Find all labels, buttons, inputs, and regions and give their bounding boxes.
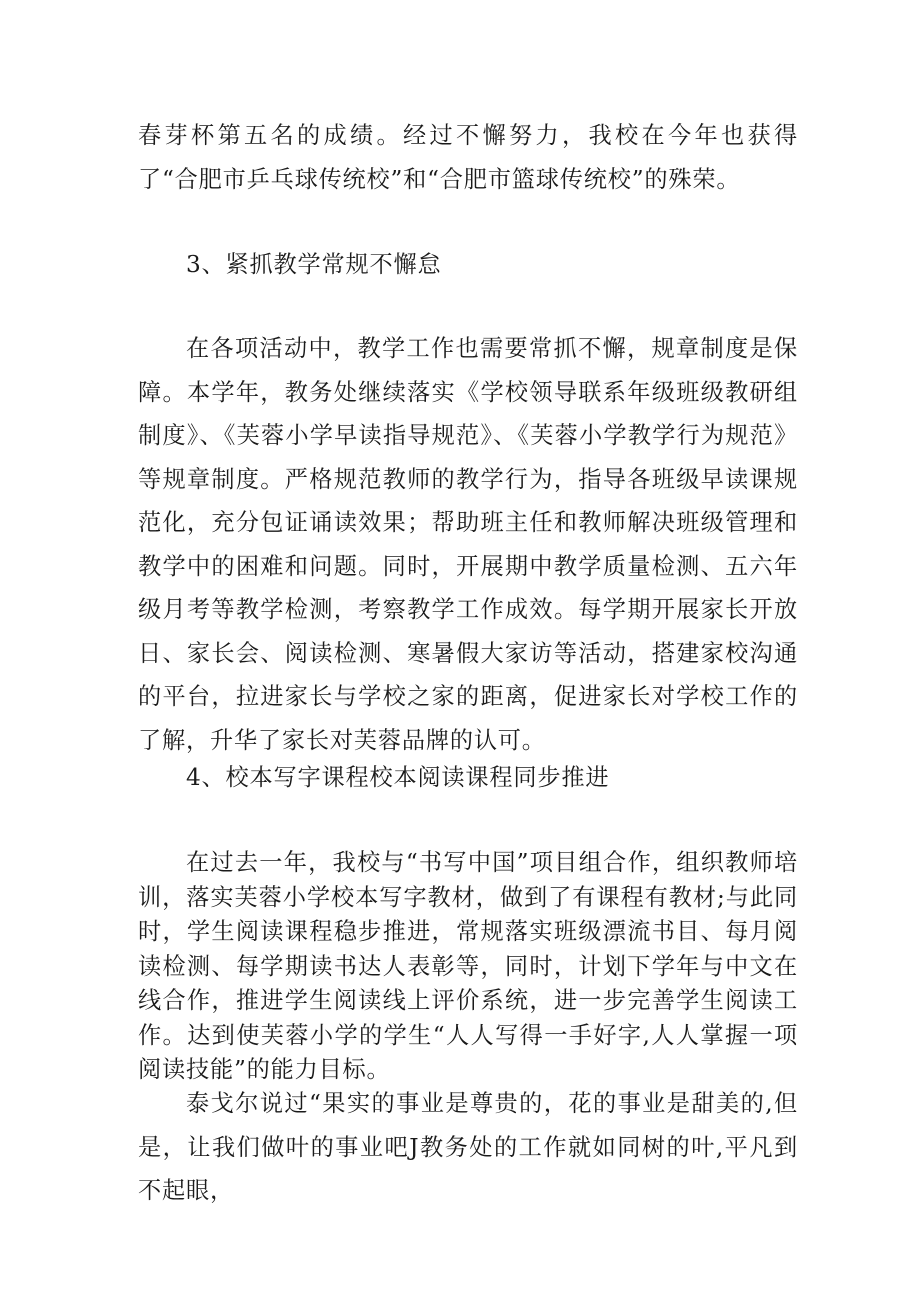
paragraph-section-3: 在各项活动中，教学工作也需要常抓不懈，规章制度是保障。本学年，教务处继续落实《学校领导联系年级班级教研组制度》、《芙蓉小学早读指导规范》、《芙蓉小学教学行为规范》等规章制度。严格规范教师的教学行为，指导各班级早读课规范化，充分包证诵读效果；帮助班主任和教师解决班级管理和教学中的困难和问题。同时，开展期中教学质量检测、五六年级月考等教学检测，考察教学工作成效。每学期开展家长开放日、家长会、阅读检测、寒暑假大家访等活动，搭建家校沟通的平台，拉进家长与学校之家的距离，促进家长对学校工作的了解，升华了家长对芙蓉品牌的认可。 — [138, 335, 798, 754]
paragraph-section-4: 在过去一年，我校与“书写中国”项目组合作，组织教师培训，落实芙蓉小学校本写字教材，做到了有课程有教材;与此同时，学生阅读课程稳步推进，常规落实班级漂流书目、每月阅读检测、每学期读书达人表彰等，同时，计划下学年与中文在线合作，推进学生阅读线上评价系统，进一步完善学生阅读工作。达到使芙蓉小学的学生“人人写得一手好字,人人掌握一项阅读技能”的能力目标。 — [138, 849, 798, 1083]
paragraph-continuation: 春芽杯第五名的成绩。经过不懈努力，我校在今年也获得了“合肥市乒乓球传统校”和“合肥市篮球传统校”的殊荣。 — [138, 122, 798, 193]
section-heading-3: 3、紧抓教学常规不懈怠 — [186, 251, 442, 278]
paragraph-closing: 泰戈尔说过“果实的事业是尊贵的，花的事业是甜美的,但是，让我们做叶的事业吧J教务处的工作就如同树的叶,平凡到不起眼， — [138, 1090, 798, 1204]
section-heading-4: 4、校本写字课程校本阅读课程同步推进 — [186, 764, 610, 791]
